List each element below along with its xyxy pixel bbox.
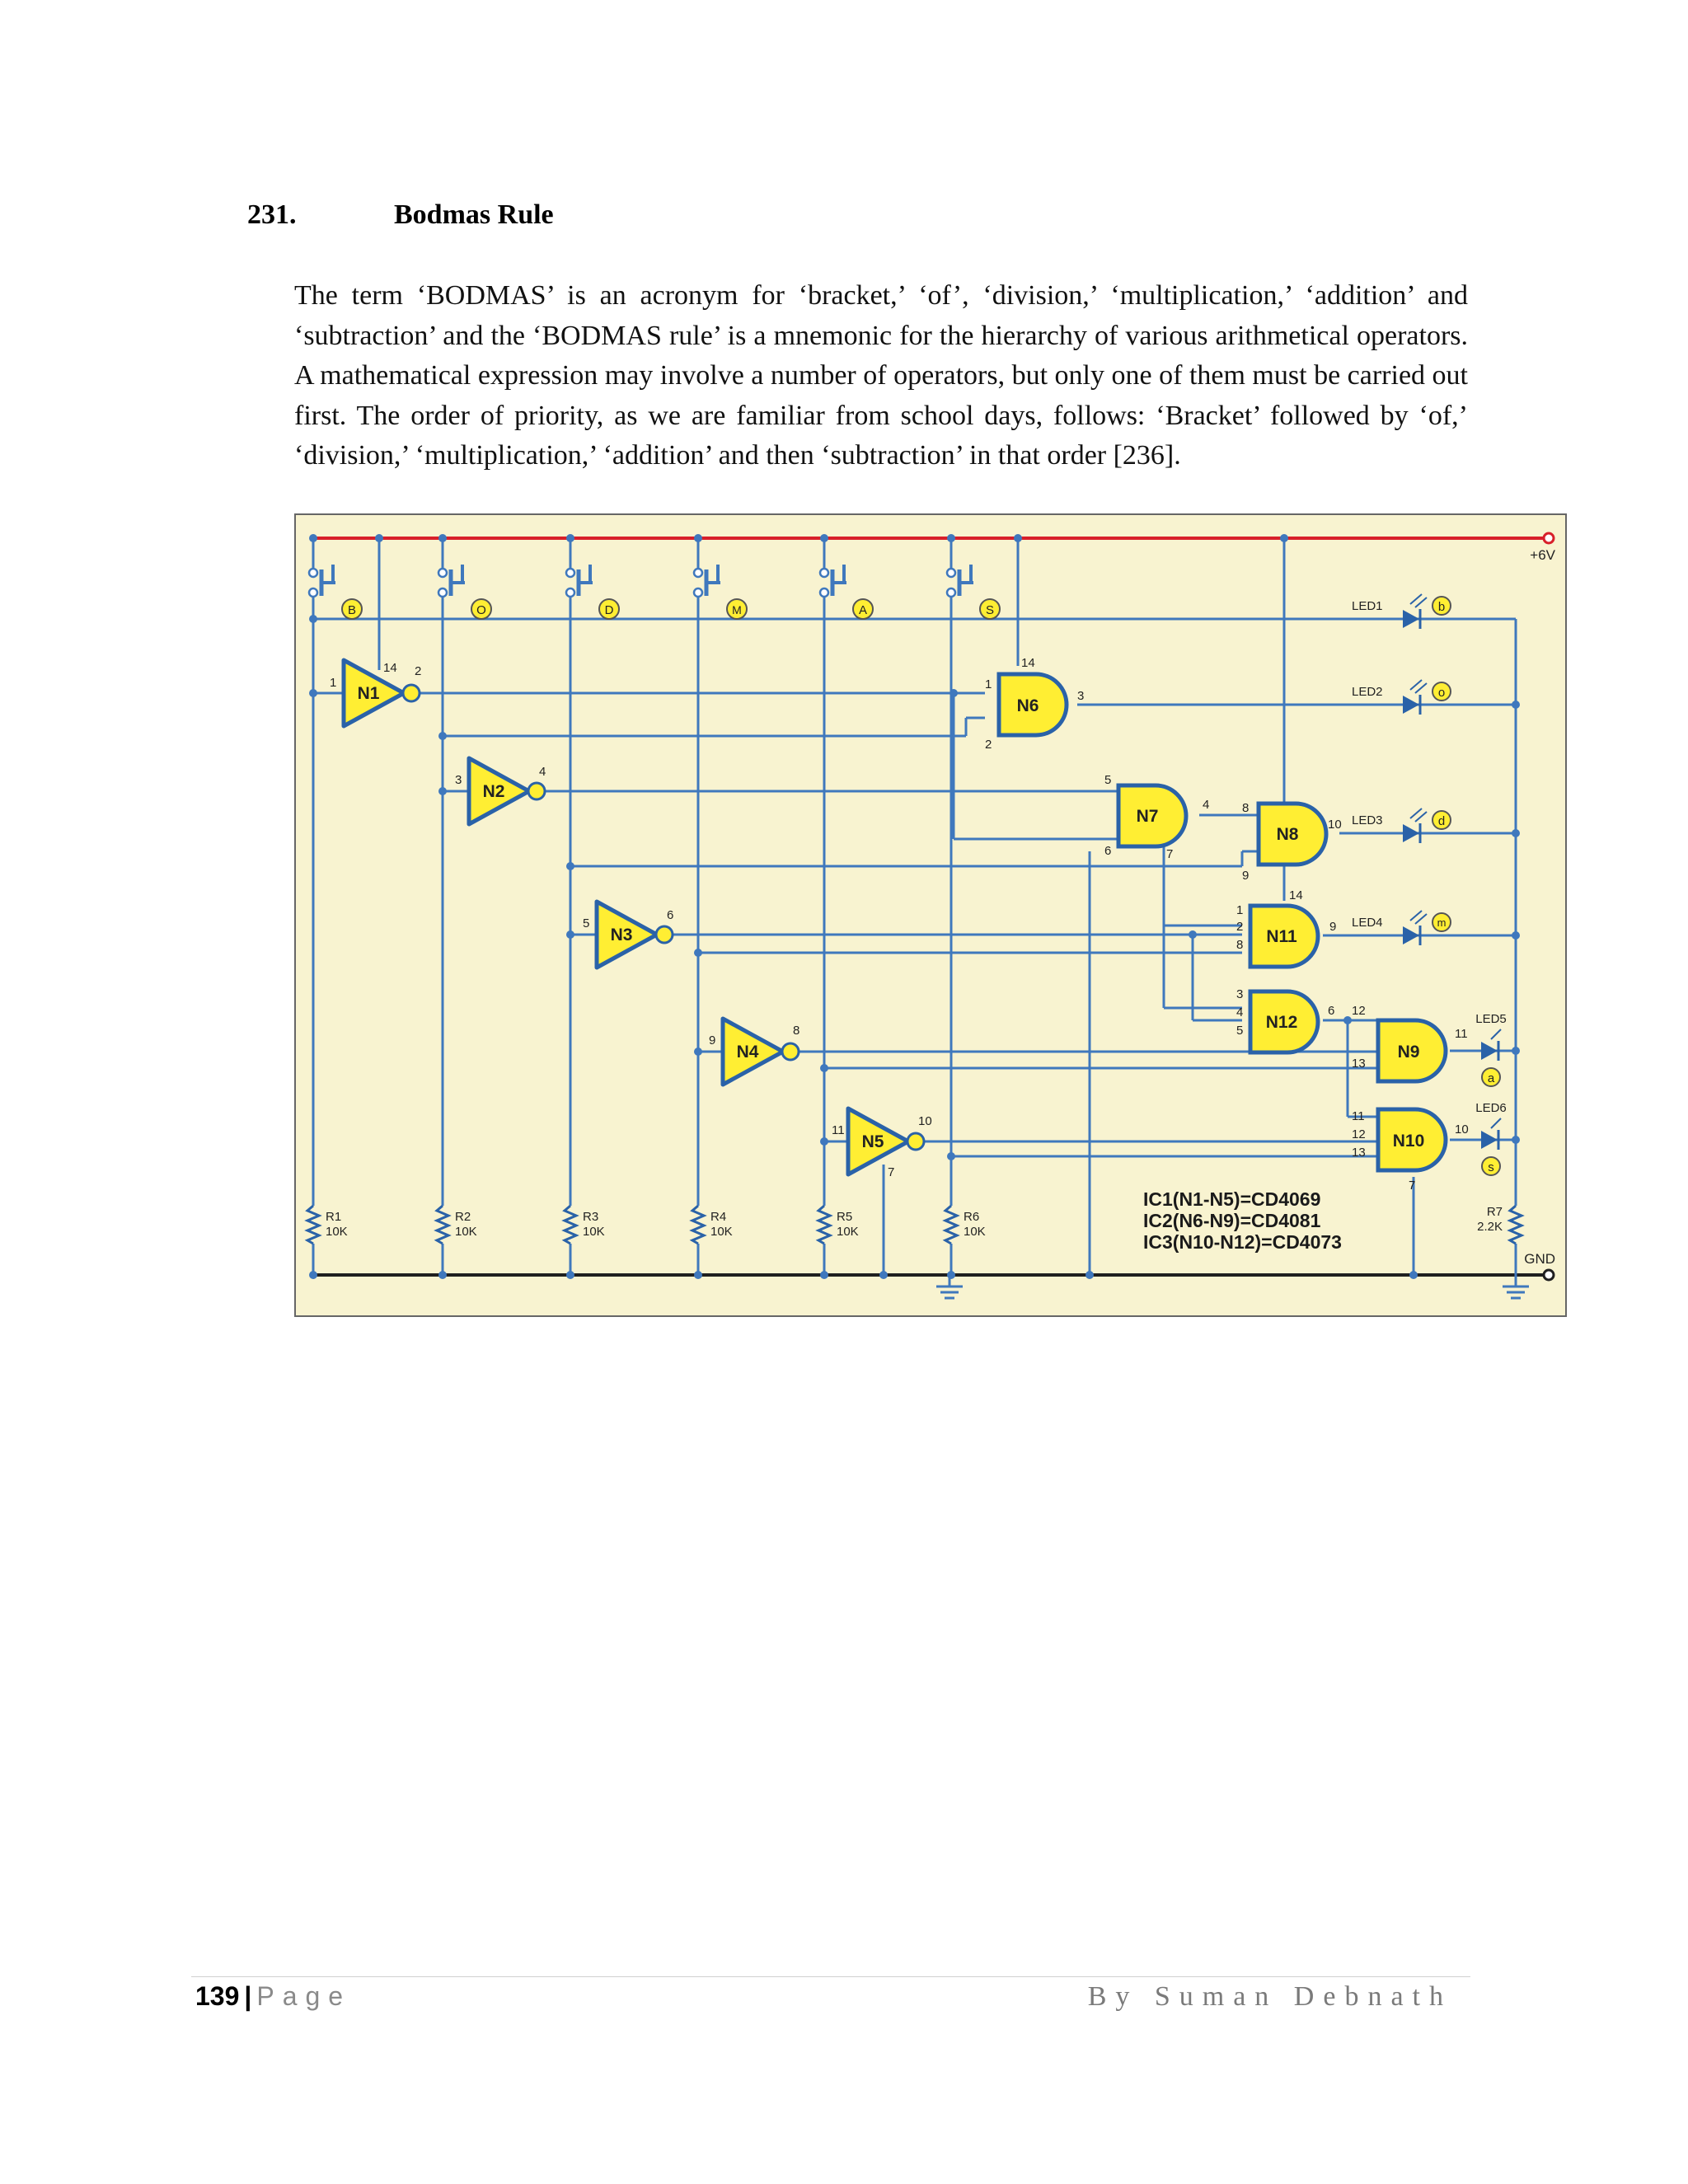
pin-label: 7 xyxy=(1409,1179,1416,1193)
pin-label: 9 xyxy=(1242,869,1250,883)
gate-label-n12: N12 xyxy=(1265,1013,1298,1032)
footer-author: By Suman Debnath xyxy=(1087,1981,1452,2012)
led-label: LED1 xyxy=(1352,599,1383,613)
pin-label: 13 xyxy=(1352,1146,1366,1160)
pin-label: 9 xyxy=(1329,920,1337,934)
section-body: The term ‘BODMAS’ is an acronym for ‘bracket,’ ‘of’, ‘division,’ ‘multiplication,’ ‘addition’ and ‘subtraction’ and the ‘BODMAS rule’ is a mnemonic for the hierarchy of various arithmetical operators. A mathematical expression may involve a number of operators, but only one of them must be carried out first. The order of priority, as we are familiar from school days, follows: ‘Bracket’ followed by ‘of,’ ‘division,’ ‘multiplication,’ ‘addition’ and then ‘subtraction’ in that order [236]. xyxy=(294,280,1468,471)
gate-label-n9: N9 xyxy=(1397,1043,1420,1062)
led-label: LED5 xyxy=(1475,1012,1507,1026)
pin-label: 8 xyxy=(1236,938,1244,952)
ic-note: IC1(N1-N5)=CD4069 xyxy=(1143,1188,1321,1210)
resistor-value: 10K xyxy=(455,1225,477,1239)
pin-label: 3 xyxy=(455,773,462,787)
pin-label: 10 xyxy=(918,1114,932,1128)
pin-label: 7 xyxy=(1166,847,1174,861)
ground-terminal xyxy=(1544,1270,1554,1280)
page-word: Page xyxy=(256,1981,352,2011)
pin-label: 9 xyxy=(709,1033,716,1047)
led-letter: m xyxy=(1437,916,1447,929)
led-letter: s xyxy=(1488,1160,1494,1174)
pin-label: 2 xyxy=(415,664,422,678)
section-title: Bodmas Rule xyxy=(394,199,554,230)
gate-label-n5: N5 xyxy=(861,1132,884,1151)
resistor-name: R3 xyxy=(583,1210,599,1224)
supply-terminal xyxy=(1544,533,1554,543)
resistor-name: R1 xyxy=(326,1210,342,1224)
gate-label-n4: N4 xyxy=(736,1043,759,1062)
pin-label: 6 xyxy=(1328,1004,1335,1018)
resistor-name: R2 xyxy=(455,1210,471,1224)
pin-label: 14 xyxy=(383,661,397,675)
gate-label-n7: N7 xyxy=(1136,807,1159,826)
pin-label: 3 xyxy=(1077,689,1085,703)
resistor-value: 10K xyxy=(964,1225,986,1239)
footer-page-info xyxy=(195,1981,351,2012)
resistor-name: R5 xyxy=(837,1210,853,1224)
ic-note: IC2(N6-N9)=CD4081 xyxy=(1143,1210,1321,1231)
gate-label-n11: N11 xyxy=(1266,927,1297,946)
led-letter: b xyxy=(1437,600,1446,614)
pin-label: 7 xyxy=(888,1165,895,1179)
ic-notes xyxy=(1143,1188,1342,1253)
switch-label-b: B xyxy=(347,603,357,617)
gate-label-n10: N10 xyxy=(1392,1132,1425,1151)
pin-label: 14 xyxy=(1021,656,1035,670)
led-label: LED2 xyxy=(1352,685,1383,699)
pin-label: 1 xyxy=(1236,903,1244,917)
gate-label-n6: N6 xyxy=(1016,696,1039,715)
pin-label: 8 xyxy=(1242,801,1250,815)
pin-label: 13 xyxy=(1352,1057,1366,1071)
switch-label-o: O xyxy=(476,603,486,617)
pin-label: 4 xyxy=(1236,1005,1244,1019)
pin-label: 5 xyxy=(583,916,590,930)
switch-label-a: A xyxy=(858,603,868,617)
pin-label: 2 xyxy=(985,738,992,752)
resistor-value: 10K xyxy=(837,1225,859,1239)
pin-label: 8 xyxy=(793,1024,800,1038)
gate-label-n2: N2 xyxy=(482,782,505,801)
pin-label: 3 xyxy=(1236,987,1244,1001)
pin-label: 1 xyxy=(330,676,337,690)
switch-label-m: M xyxy=(732,603,742,616)
pin-label: 10 xyxy=(1455,1122,1469,1137)
pin-label: 11 xyxy=(832,1123,845,1137)
pin-label: 12 xyxy=(1352,1127,1366,1141)
pin-label: 11 xyxy=(1455,1027,1468,1041)
pin-label: 6 xyxy=(667,908,674,922)
resistor-name: R6 xyxy=(964,1210,980,1224)
switch-label-d: D xyxy=(604,603,614,617)
resistor-value: 10K xyxy=(710,1225,733,1239)
pin-label: 11 xyxy=(1352,1109,1365,1123)
resistor-value: 2.2K xyxy=(1477,1220,1503,1234)
led-label: LED4 xyxy=(1352,916,1383,930)
led-letter: d xyxy=(1437,814,1446,828)
gate-label-n3: N3 xyxy=(610,926,633,944)
ground-label: GND xyxy=(1524,1251,1555,1267)
resistor-value: 10K xyxy=(583,1225,605,1239)
ic-note: IC3(N10-N12)=CD4073 xyxy=(1143,1231,1342,1253)
gate-label-n8: N8 xyxy=(1276,825,1299,844)
pin-label: 5 xyxy=(1104,773,1112,787)
resistor-name: R4 xyxy=(710,1210,727,1224)
page-number: 139 xyxy=(195,1981,240,2011)
switch-label-s: S xyxy=(985,603,995,617)
pin-label: 10 xyxy=(1328,818,1342,832)
resistor-value: 10K xyxy=(326,1225,348,1239)
pin-label: 12 xyxy=(1352,1004,1366,1018)
section-number: 231. xyxy=(247,199,297,230)
pin-label: 1 xyxy=(985,677,992,691)
led-label: LED6 xyxy=(1475,1101,1507,1115)
pin-label: 4 xyxy=(1203,798,1210,812)
pin-label: 14 xyxy=(1289,888,1303,902)
pin-label: 5 xyxy=(1236,1024,1244,1038)
circuit-diagram xyxy=(294,513,1567,1317)
led-letter: a xyxy=(1487,1071,1495,1085)
pin-label: 4 xyxy=(539,765,546,779)
pin-label: 6 xyxy=(1104,844,1112,858)
gate-label-n1: N1 xyxy=(357,684,380,703)
footer-separator: | xyxy=(244,1981,252,2011)
resistor-name: R7 xyxy=(1486,1205,1503,1219)
supply-label: +6V xyxy=(1530,547,1555,563)
footer-divider xyxy=(191,1976,1470,1977)
section-heading xyxy=(247,199,554,231)
led-letter: o xyxy=(1437,686,1446,700)
led-label: LED3 xyxy=(1352,813,1383,827)
pin-label: 2 xyxy=(1236,920,1244,934)
